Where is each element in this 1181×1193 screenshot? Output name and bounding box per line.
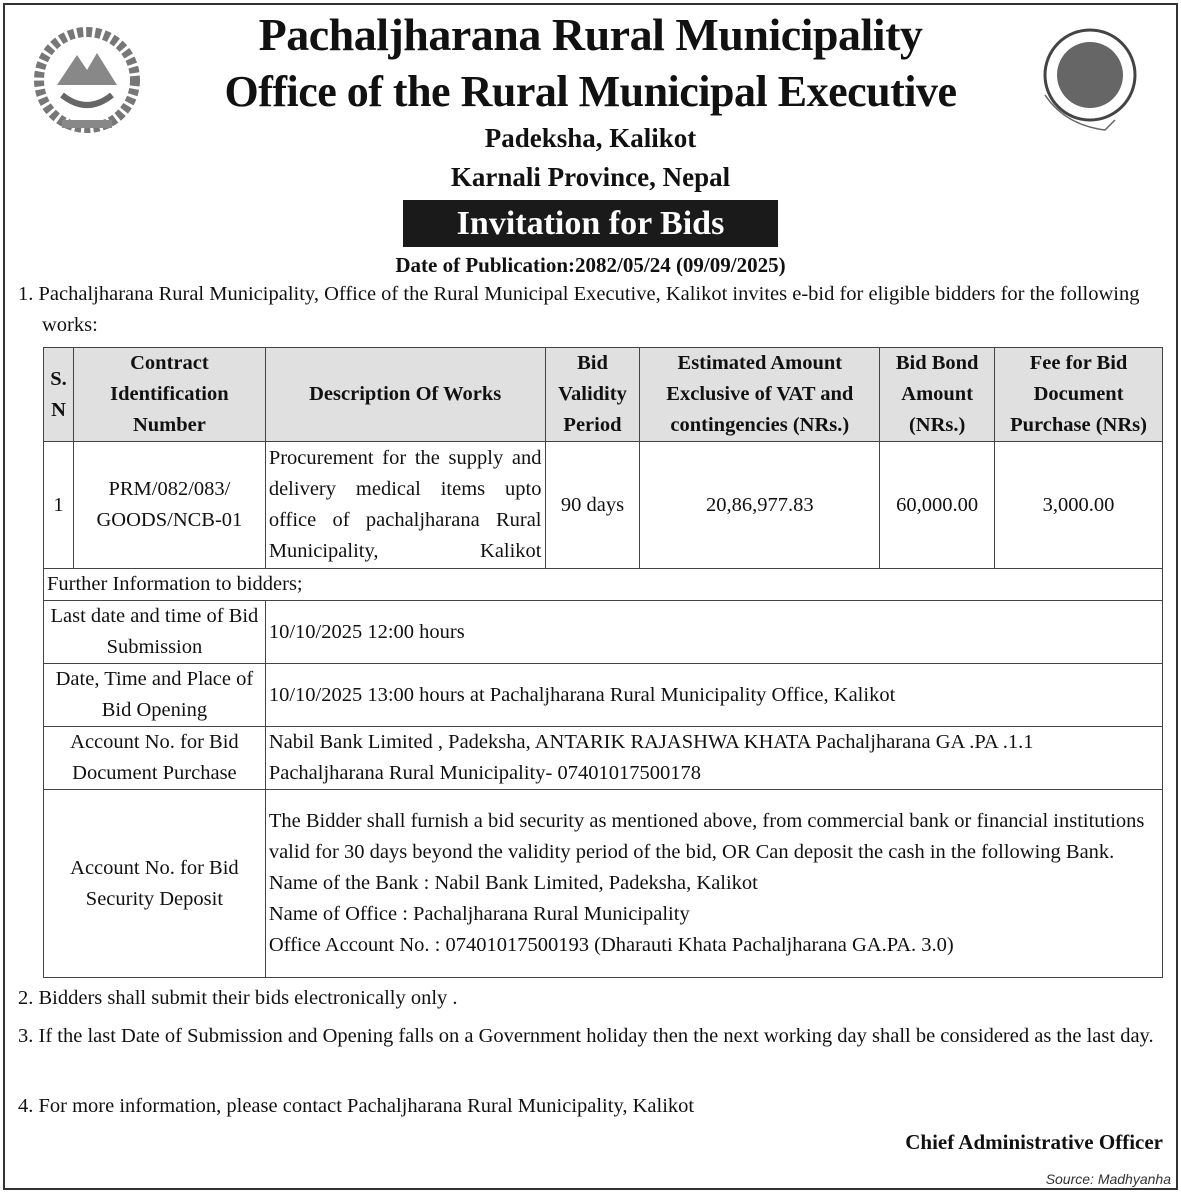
signature-title: Chief Administrative Officer bbox=[905, 1130, 1163, 1154]
info-value: 10/10/2025 12:00 hours bbox=[265, 601, 1162, 664]
info-line: The Bidder shall furnish a bid security as mentioned above, from commercial bank or financial institutions valid for 30 days beyond the validity period of the bid, OR Can deposit the cash in the following Bank. bbox=[268, 810, 1145, 863]
cell-sn: 1 bbox=[44, 442, 74, 569]
address-line-1: Padeksha, Kalikot bbox=[484, 123, 697, 153]
header-sn: S. N bbox=[44, 348, 74, 442]
header-contract-id: Contract Identification Number bbox=[73, 348, 265, 442]
cell-validity: 90 days bbox=[545, 442, 640, 569]
info-value bbox=[265, 727, 1162, 790]
source-credit: Source: Madhyanha bbox=[1045, 1171, 1171, 1187]
info-line: Name of Office : Pachaljharana Rural Municipality bbox=[268, 903, 690, 925]
info-value bbox=[265, 790, 1162, 978]
info-line: Name of the Bank : Nabil Bank Limited, Padeksha, Kalikot bbox=[268, 872, 758, 894]
point-3: 3. If the last Date of Submission and Opening falls on a Government holiday then the next working day shall be considered as the last day. bbox=[18, 1025, 1154, 1047]
cell-description: Procurement for the supply and delivery medical items upto office of pachaljharana Rural Municipality, Kalikot bbox=[265, 442, 545, 569]
info-line: Nabil Bank Limited , Padeksha, ANTARIK RAJASHWA KHATA Pachaljharana GA .PA .1.1 bbox=[268, 731, 1034, 753]
info-value: 10/10/2025 13:00 hours at Pachaljharana Rural Municipality Office, Kalikot bbox=[265, 664, 1162, 727]
info-line: Office Account No. : 07401017500193 (Dharauti Khata Pachaljharana GA.PA. 3.0) bbox=[268, 934, 954, 956]
info-label: Last date and time of Bid Submission bbox=[44, 601, 266, 664]
point-2: 2. Bidders shall submit their bids electronically only . bbox=[18, 987, 458, 1009]
further-info-heading: Further Information to bidders; bbox=[44, 569, 1163, 601]
info-label: Date, Time and Place of Bid Opening bbox=[44, 664, 266, 727]
info-label: Account No. for Bid Security Deposit bbox=[44, 790, 266, 978]
intro-paragraph: 1. Pachaljharana Rural Municipality, Office of the Rural Municipal Executive, Kalikot invites e-bid for eligible bidders for the following works: bbox=[18, 283, 1140, 336]
office-name: Office of the Rural Municipal Executive bbox=[224, 67, 957, 116]
cell-contract-id: PRM/082/083/ GOODS/NCB-01 bbox=[73, 442, 265, 569]
info-label: Account No. for Bid Document Purchase bbox=[44, 727, 266, 790]
header-bid-bond: Bid Bond Amount (NRs.) bbox=[880, 348, 995, 442]
info-line: Pachaljharana Rural Municipality- 07401017500178 bbox=[268, 762, 701, 784]
point-4: 4. For more information, please contact Pachaljharana Rural Municipality, Kalikot bbox=[18, 1095, 695, 1117]
table-row bbox=[44, 442, 1163, 569]
header-fee: Fee for Bid Document Purchase (NRs) bbox=[995, 348, 1163, 442]
notice-banner: Invitation for Bids bbox=[403, 200, 778, 247]
header-description: Description Of Works bbox=[265, 348, 545, 442]
cell-fee: 3,000.00 bbox=[995, 442, 1163, 569]
table-header-row bbox=[44, 348, 1163, 442]
municipality-name: Pachaljharana Rural Municipality bbox=[258, 9, 923, 60]
publication-date: Date of Publication:2082/05/24 (09/09/2025) bbox=[395, 253, 786, 277]
cell-bid-bond: 60,000.00 bbox=[880, 442, 995, 569]
address-line-2: Karnali Province, Nepal bbox=[450, 162, 731, 192]
bids-table bbox=[43, 347, 1163, 978]
header-validity: Bid Validity Period bbox=[545, 348, 640, 442]
cell-estimated-amount: 20,86,977.83 bbox=[640, 442, 880, 569]
header-estimated-amount: Estimated Amount Exclusive of VAT and contingencies (NRs.) bbox=[640, 348, 880, 442]
